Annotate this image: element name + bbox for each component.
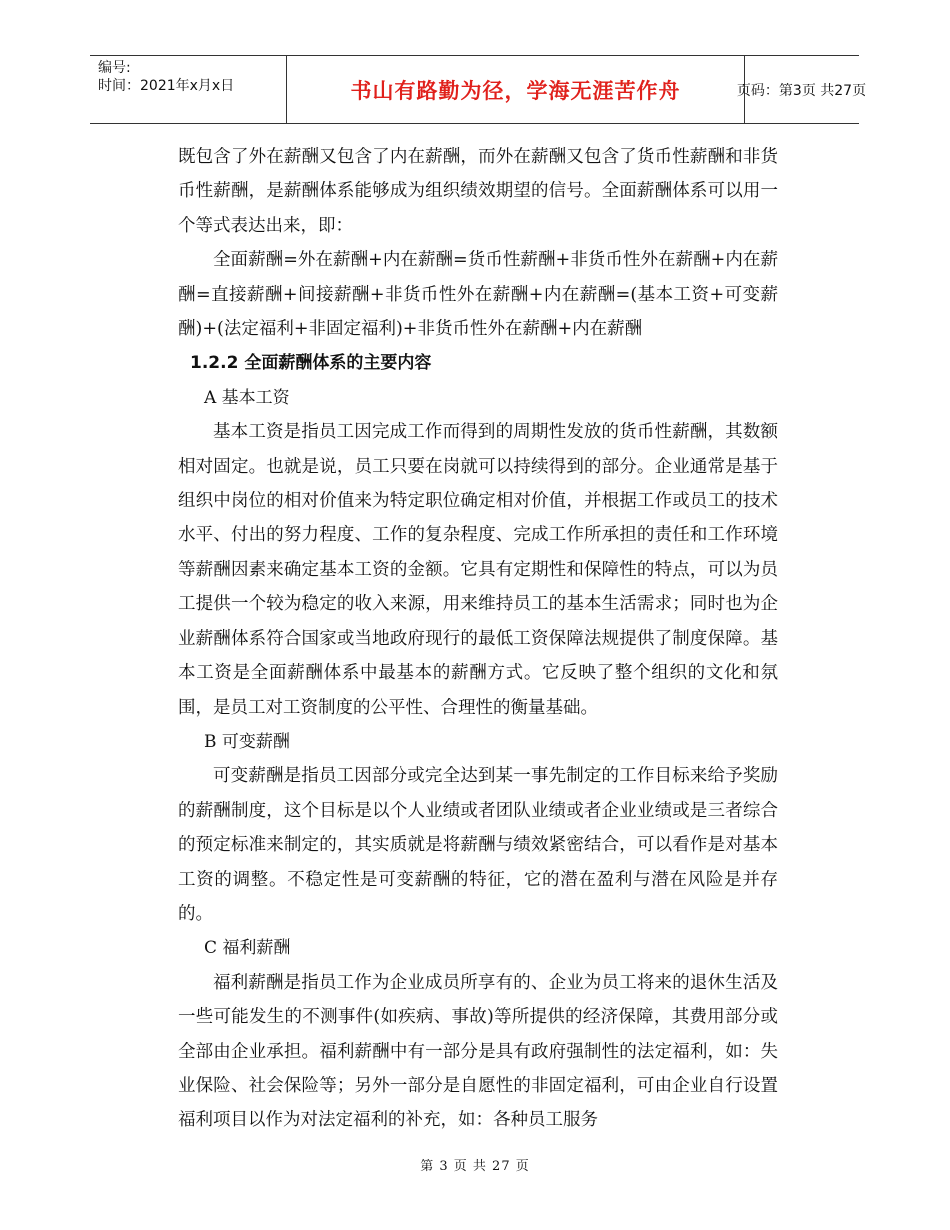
paragraph: 既包含了外在薪酬又包含了内在薪酬，而外在薪酬又包含了货币性薪酬和非货币性薪酬，是薪酬体系能够成为组织绩效期望的信号。全面薪酬体系可以用一个等式表达出来，即： xyxy=(178,147,778,236)
time-label: 时间：2021年x月x日 xyxy=(98,78,235,94)
subsection-heading: B 可变薪酬 xyxy=(204,731,290,752)
header-page-info: 页码：第3页 共27页 xyxy=(736,82,867,99)
header-motto-cell xyxy=(286,56,745,123)
document-header xyxy=(90,55,867,124)
paragraph: 可变薪酬是指员工因部分或完全达到某一事先制定的工作目标来给予奖励的薪酬制度，这个目标是以个人业绩或者团队业绩或者企业业绩或是三者综合的预定标准来制定的，其实质就是将薪酬与绩效紧密结合，可以看作是对基本工资的调整。不稳定性是可变薪酬的特征，它的潜在盈利与潜在风险是并存的。 xyxy=(178,766,778,924)
paragraph: 基本工资是指员工因完成工作而得到的周期性发放的货币性薪酬，其数额相对固定。也就是说，员工只要在岗就可以持续得到的部分。企业通常是基于组织中岗位的相对价值来为特定职位确定相对价值，并根据工作或员工的技术水平、付出的努力程度、工作的复杂程度、完成工作所承担的责任和工作环境等薪酬因素来确定基本工资的金额。它具有定期性和保障性的特点，可以为员工提供一个较为稳定的收入来源，用来维持员工的基本生活需求；同时也为企业薪酬体系符合国家或当地政府现行的最低工资保障法规提供了制度保障。基本工资是全面薪酬体系中最基本的薪酬方式。它反映了整个组织的文化和氛围，是员工对工资制度的公平性、合理性的衡量基础。 xyxy=(178,422,778,718)
page-footer: 第 3 页 共 27 页 xyxy=(420,1159,530,1174)
serial-label: 编号: xyxy=(98,60,131,76)
paragraph: 福利薪酬是指员工作为企业成员所享有的、企业为员工将来的退休生活及一些可能发生的不测事件(如疾病、事故)等所提供的经济保障，其费用部分或全部由企业承担。福利薪酬中有一部分是具有政府强制性的法定福利，如：失业保险、社会保险等；另外一部分是自愿性的非固定福利，可由企业自行设置福利项目以作为对法定福利的补充，如：各种员工服务 xyxy=(178,972,778,1131)
subsection-heading: A 基本工资 xyxy=(204,387,290,408)
section-heading: 1.2.2 全面薪酬体系的主要内容 xyxy=(190,353,432,374)
subsection-heading: C 福利薪酬 xyxy=(204,938,291,959)
header-meta xyxy=(98,59,286,95)
formula-paragraph: 全面薪酬=外在薪酬+内在薪酬=货币性薪酬+非货币性外在薪酬+内在薪酬=直接薪酬+间接薪酬+非货币性外在薪酬+内在薪酬=(基本工资+可变薪酬)+(法定福利+非固定福利)+非货币性外在薪酬+内在薪酬 xyxy=(178,250,778,340)
document-body xyxy=(178,140,778,1138)
motto-text: 书山有路勤为径，学海无涯苦作舟 xyxy=(350,78,681,103)
